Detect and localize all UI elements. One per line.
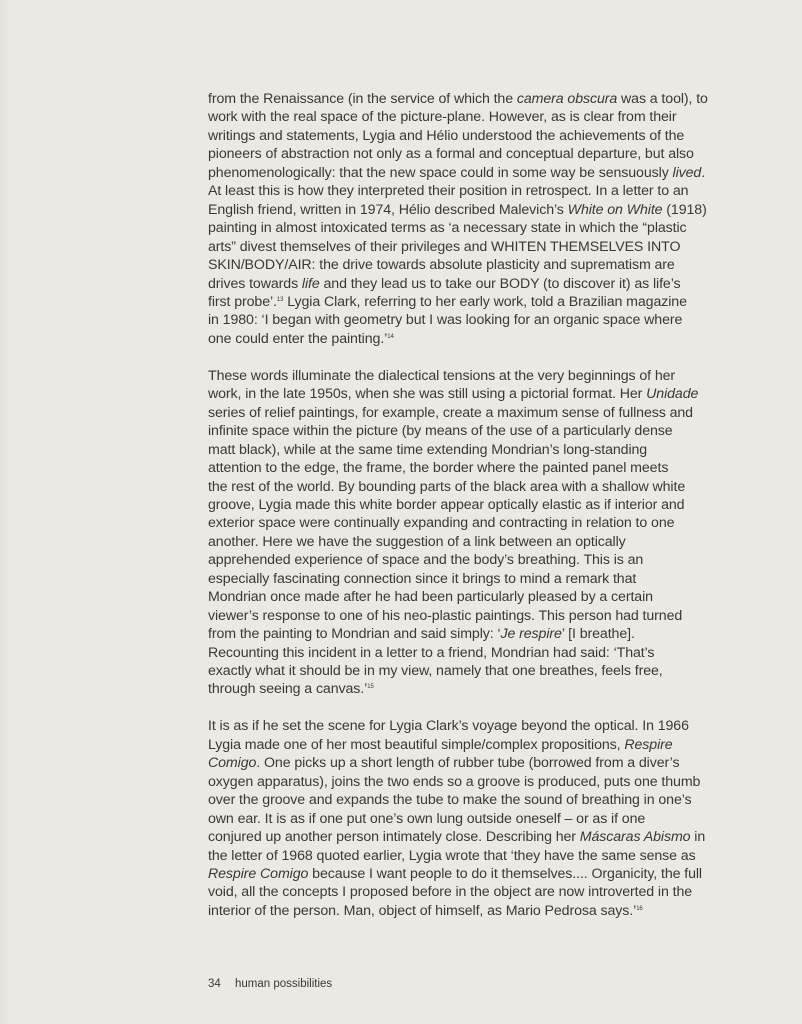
text-line: [208, 718, 689, 734]
text-run: void, all the concepts I proposed before in the object are now introverted in the: [208, 884, 693, 901]
text-run: pioneers of abstraction not only as a formal and conceptual departure, but also: [208, 146, 694, 163]
italic-text: camera obscura: [516, 91, 618, 107]
text-run: ’ [I breathe].: [561, 626, 635, 643]
text-line: [208, 146, 694, 162]
text-line: [208, 202, 707, 218]
page-number: 34: [208, 978, 221, 990]
text-line: [208, 534, 626, 550]
text-run: These words illuminate the dialectical tensions at the very beginnings of her: [208, 367, 676, 384]
text-run: Lygia made one of her most beautiful simple/complex propositions,: [208, 736, 625, 753]
text-run: writings and statements, Lygia and Hélio understood the achievements of the: [208, 127, 685, 144]
text-run: drives towards: [208, 275, 302, 292]
text-line: [208, 552, 643, 568]
text-run: arts” divest themselves of their privileges and WHITEN THEMSELVES INTO: [208, 238, 681, 255]
text-run: Recounting this incident in a letter to a friend, Mondrian had said: ‘That’s: [208, 644, 655, 661]
text-run: work with the real space of the picture-plane. However, as is clear from their: [208, 109, 677, 126]
text-line: [208, 128, 684, 144]
italic-text: Respire: [624, 736, 673, 753]
text-line: [208, 183, 688, 199]
text-run: in 1980: ‘I began with geometry but I was looking for an organic space where: [208, 312, 683, 329]
text-line: [208, 737, 673, 753]
italic-text: White on White: [567, 201, 663, 218]
text-line: [208, 109, 676, 125]
text-run: . One picks up a short length of rubber tube (borrowed from a diver’s: [256, 755, 680, 772]
text-run: viewer’s response to one of his neo-plastic paintings. This person had turned: [208, 607, 683, 624]
text-line: [208, 165, 705, 181]
text-run: phenomenologically: that the new space could in some way be sensuously: [208, 164, 673, 181]
paragraph: [208, 90, 708, 348]
footnote-ref: 14: [387, 333, 394, 340]
text-line: [208, 848, 696, 864]
text-run: through seeing a canvas.’: [208, 681, 368, 698]
text-line: [208, 423, 673, 439]
text-run: over the groove and expands the tube to make the sound of breathing in one’s: [208, 792, 692, 809]
text-run: because I want people to do it themselves.... Organicity, the full: [308, 866, 702, 882]
footnote-ref: 15: [367, 684, 374, 691]
italic-text: lived: [672, 164, 702, 181]
text-line: [208, 386, 698, 402]
text-run: oxygen apparatus), joins the two ends so a groove is produced, puts one thumb: [208, 773, 701, 790]
text-line: [208, 571, 636, 587]
text-run: (1918): [662, 201, 707, 218]
text-run: conjured up another person intimately close. Describing her: [208, 829, 580, 846]
text-line: [208, 479, 685, 495]
text-run: first probe’.: [208, 293, 277, 310]
text-run: another. Here we have the suggestion of a link between an optically: [208, 533, 626, 550]
text-line: [208, 774, 700, 790]
text-line: [208, 368, 675, 384]
text-line: [208, 276, 681, 292]
text-run: Lygia Clark, referring to her early work, told a Brazilian magazine: [283, 293, 687, 310]
text-run: was a tool), to: [617, 91, 708, 107]
text-run: from the Renaissance (in the service of which the: [208, 91, 517, 107]
page-footer: [208, 978, 332, 990]
text-run: own ear. It is as if one put one’s own lung outside oneself – or as if one: [208, 810, 646, 827]
text-run: painting in almost intoxicated terms as ‘a necessary state in which the “plastic: [208, 220, 687, 237]
text-run: groove, Lygia made this white border appear optically elastic as if interior and: [208, 496, 685, 513]
text-line: [208, 811, 645, 827]
paragraph: [208, 717, 708, 920]
text-line: [208, 645, 654, 661]
text-run: attention to the edge, the frame, the border where the painted panel meets: [208, 460, 669, 477]
text-run: especially fascinating connection since it brings to mind a remark that: [208, 570, 637, 587]
italic-text: Je respire: [500, 626, 562, 643]
text-run: SKIN/BODY/AIR: the drive towards absolute plasticity and suprematism are: [208, 257, 675, 274]
text-line: [208, 866, 702, 882]
text-line: [208, 220, 687, 236]
text-run: .: [701, 164, 706, 181]
text-run: English friend, written in 1974, Hélio described Malevich’s: [208, 201, 568, 218]
text-run: infinite space within the picture (by means of the use of a particularly dense: [208, 423, 673, 440]
italic-text: Unidade: [646, 386, 699, 403]
text-line: [208, 663, 663, 679]
text-run: in: [690, 829, 706, 846]
text-line: [208, 829, 705, 845]
text-line: [208, 294, 687, 310]
italic-text: Comigo: [208, 755, 257, 772]
text-run: the letter of 1968 quoted earlier, Lygia wrote that ‘they have the same sense as: [208, 847, 696, 864]
text-run: interior of the person. Man, object of himself, as Mario Pedrosa says.’: [208, 902, 637, 919]
text-run: It is as if he set the scene for Lygia Clark’s voyage beyond the optical. In 1966: [208, 718, 689, 735]
text-line: [208, 497, 684, 513]
footnote-ref: 13: [276, 296, 284, 303]
text-run: the rest of the world. By bounding parts of the black area with a shallow white: [208, 478, 686, 495]
text-run: apprehended experience of space and the body’s breathing. This is an: [208, 552, 644, 569]
text-line: [208, 460, 668, 476]
text-line: [208, 626, 635, 642]
text-run: exterior space were continually expanding and contracting in relation to one: [208, 515, 675, 532]
text-line: [208, 405, 693, 421]
text-line: [208, 515, 674, 531]
text-line: [208, 755, 679, 771]
paragraph: [208, 367, 708, 699]
italic-text: Máscaras Abismo: [579, 829, 691, 846]
text-line: [208, 792, 692, 808]
text-line: [208, 239, 680, 255]
italic-text: Respire Comigo: [208, 866, 309, 882]
text-run: exactly what it should be in my view, namely that one breathes, feels free,: [208, 663, 663, 680]
text-run: matt black), while at the same time extending Mondrian’s long-standing: [208, 441, 648, 458]
text-run: series of relief paintings, for example, create a maximum sense of fullness and: [208, 404, 693, 421]
text-line: [208, 91, 708, 107]
text-line: [208, 589, 653, 605]
text-line: [208, 608, 682, 624]
text-run: from the painting to Mondrian and said simply: ‘: [208, 626, 501, 643]
text-line: [208, 681, 374, 697]
text-run: Mondrian once made after he had been particularly pleased by a certain: [208, 589, 653, 606]
text-run: work, in the late 1950s, when she was still using a pictorial format. Her: [208, 386, 647, 403]
footnote-ref: 16: [636, 905, 643, 912]
text-line: [208, 903, 643, 919]
text-line: [208, 884, 692, 900]
italic-text: life: [301, 275, 320, 292]
text-line: [208, 442, 647, 458]
running-title: human possibilities: [235, 978, 333, 990]
body-text: [208, 90, 708, 939]
text-line: [208, 312, 682, 328]
text-run: and they lead us to take our BODY (to discover it) as life’s: [319, 275, 681, 292]
text-line: [208, 257, 675, 273]
text-run: one could enter the painting.’: [208, 330, 388, 347]
text-line: [208, 331, 394, 347]
text-run: At least this is how they interpreted their position in retrospect. In a letter to an: [208, 183, 689, 200]
